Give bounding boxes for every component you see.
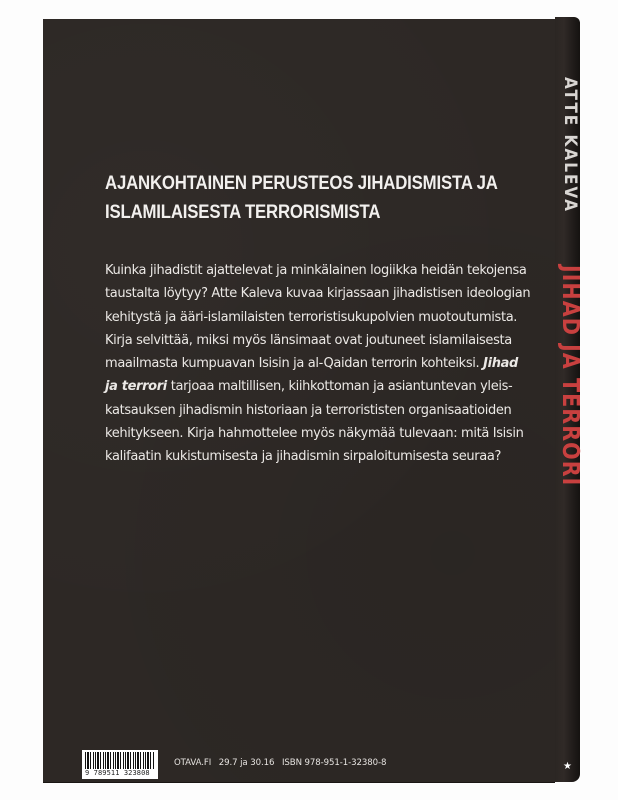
back-cover-headline bbox=[105, 169, 525, 227]
blurb-line bbox=[105, 375, 545, 398]
blurb-line: kehitykseen. Kirja hahmottelee myös näkymää tulevaan: mitä Isisin bbox=[105, 426, 524, 442]
book-title-italic: ja terrori bbox=[105, 379, 167, 395]
book-title-italic: Jihad bbox=[483, 356, 519, 372]
publisher-url: OTAVA.FI bbox=[174, 758, 212, 768]
blurb-line: kehitystä ja ääri-islamilaisten terroristisukupolvien muotoutumista. bbox=[105, 309, 518, 325]
blurb-line: taustalta löytyy? Atte Kaleva kuvaa kirjassaan jihadistisen ideologian bbox=[105, 286, 531, 302]
isbn-barcode bbox=[82, 750, 158, 779]
headline-line: AJANKOHTAINEN PERUSTEOS JIHADISMISTA JA bbox=[105, 172, 498, 194]
blurb-line bbox=[105, 352, 545, 375]
spine-author: ATTE KALEVA bbox=[560, 77, 580, 213]
blurb-text: tarjoaa maltillisen, kiihkottoman ja asiantuntevan yleis- bbox=[166, 379, 513, 395]
book-spine bbox=[555, 17, 583, 782]
spine-title: JIHAD JA TERRORI bbox=[557, 265, 583, 487]
isbn-text: ISBN 978-951-1-32380-8 bbox=[281, 758, 387, 768]
blurb-line: katsauksen jihadismin historiaan ja terrorististen organisaatioiden bbox=[105, 402, 512, 418]
publisher-star-icon: ★ bbox=[563, 761, 572, 772]
blurb-text: maailmasta kumpuavan Isisin ja al-Qaidan terrorin kohteiksi. bbox=[105, 356, 480, 372]
imprint-line bbox=[174, 757, 391, 769]
classification-code: 29.7 ja 30.16 bbox=[218, 758, 275, 768]
barcode-digits: 9 789511 323808 bbox=[85, 769, 150, 777]
blurb bbox=[105, 259, 545, 469]
blurb-line: Kirja selvittää, miksi myös länsimaat ovat joutuneet islamilaisesta bbox=[105, 332, 512, 348]
blurb-line: kalifaatin kukistumisesta ja jihadismin sirpaloitumisesta seuraa? bbox=[105, 449, 502, 465]
blurb-line: Kuinka jihadistit ajattelevat ja minkälainen logiikka heidän tekojensa bbox=[105, 263, 527, 278]
headline-line: ISLAMILAISESTA TERRORISMISTA bbox=[105, 201, 381, 223]
barcode-bars bbox=[85, 752, 155, 769]
